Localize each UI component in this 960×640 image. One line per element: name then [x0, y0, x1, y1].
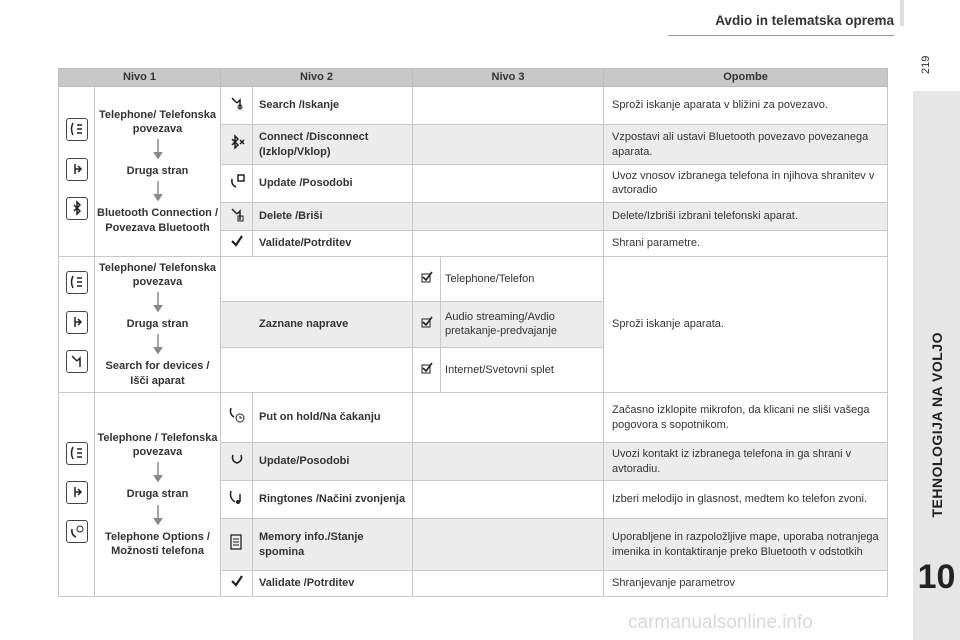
nivo3-empty-cell	[413, 481, 604, 519]
nivo3-empty-cell	[413, 393, 604, 443]
chapter-title: TEHNOLOGIJA NA VOLJO	[928, 332, 945, 518]
note-cell: Shranjevanje parametrov	[604, 571, 888, 597]
arrow-down-icon	[153, 139, 163, 161]
table-row	[59, 393, 888, 443]
checkbox-checked-icon	[421, 362, 433, 374]
nivo3-empty-cell	[413, 87, 604, 125]
header-nivo3: Nivo 3	[413, 69, 604, 87]
nivo2-label: Memory info./Stanje spomina	[253, 519, 413, 571]
header-accent-bar	[900, 0, 904, 26]
note-cell: Uvozi kontakt iz izbranega telefona in ga shrani v avtoradiu.	[604, 443, 888, 481]
phone-update-icon	[229, 173, 245, 189]
nivo1-path-cell	[95, 256, 221, 392]
nivo1-bottom-label: Search for devices / Išči aparat	[105, 360, 210, 387]
phone-menu-icon	[66, 442, 88, 465]
nivo3-empty-cell	[413, 571, 604, 597]
nivo1-icons-cell	[59, 87, 95, 257]
nivo2-empty-cell	[221, 347, 413, 393]
nivo1-mid-label: Druga stran	[126, 165, 189, 178]
nivo2-label: Ringtones /Načini zvonjenja	[253, 481, 413, 519]
nivo2-icon-cell	[221, 125, 253, 165]
other-side-icon	[66, 311, 88, 334]
settings-table	[58, 68, 888, 597]
nivo1-icons-cell	[59, 256, 95, 392]
note-cell: Začasno izklopite mikrofon, da klicani ne sliši vašega pogovora s sopotnikom.	[604, 393, 888, 443]
memory-info-icon	[228, 533, 246, 551]
table-row	[59, 256, 888, 301]
nivo2-label: Validate/Potrditev	[253, 230, 413, 256]
chapter-number: 10	[917, 558, 956, 596]
phone-options-icon	[66, 520, 88, 543]
nivo3-empty-cell	[413, 202, 604, 230]
checkbox-checked-icon	[421, 316, 433, 328]
nivo1-mid-label: Druga stran	[126, 488, 189, 501]
checkmark-icon	[230, 574, 244, 588]
note-cell: Sproži iskanje aparata.	[604, 256, 888, 392]
arrow-down-icon	[153, 292, 163, 314]
header-divider	[668, 35, 894, 36]
nivo2-label: Connect /Disconnect (Izklop/Vklop)	[253, 125, 413, 165]
page-header-title: Avdio in telematska oprema	[715, 13, 894, 28]
phone-hold-icon	[228, 406, 246, 424]
bluetooth-icon	[66, 197, 88, 220]
nivo2-icon-cell	[221, 443, 253, 481]
note-cell: Vzpostavi ali ustavi Bluetooth povezavo povezanega aparata.	[604, 125, 888, 165]
nivo2-icon-cell	[221, 571, 253, 597]
bluetooth-disconnect-icon	[229, 134, 245, 150]
table-row	[59, 87, 888, 125]
nivo2-icon-cell	[221, 393, 253, 443]
checkbox-checked-icon	[421, 271, 433, 283]
checkmark-icon	[230, 234, 244, 248]
search-device-icon	[229, 95, 245, 111]
nivo2-icon-cell	[221, 230, 253, 256]
phone-menu-icon	[66, 118, 88, 141]
arrow-down-icon	[153, 334, 163, 356]
nivo2-icon-cell	[221, 165, 253, 203]
ringtone-icon	[228, 488, 246, 506]
nivo2-icon-cell	[221, 481, 253, 519]
nivo1-top-label: Telephone / Telefonska povezava	[97, 431, 218, 459]
page-number: 219	[920, 55, 932, 75]
arrow-down-icon	[153, 505, 163, 527]
nivo3-empty-cell	[413, 443, 604, 481]
table-header-row	[59, 69, 888, 87]
search-devices-icon	[66, 350, 88, 373]
phone-menu-icon	[66, 271, 88, 294]
arrow-down-icon	[153, 462, 163, 484]
nivo3-empty-cell	[413, 125, 604, 165]
nivo1-mid-label: Druga stran	[126, 318, 189, 331]
note-cell: Delete/Izbriši izbrani telefonski aparat.	[604, 202, 888, 230]
nivo2-label: Update /Posodobi	[253, 165, 413, 203]
note-cell: Uvoz vnosov izbranega telefona in njihova shranitev v avtoradio	[604, 165, 888, 203]
header-opombe: Opombe	[604, 69, 888, 87]
nivo3-empty-cell	[413, 165, 604, 203]
other-side-icon	[66, 481, 88, 504]
nivo3-label: Audio streaming/Avdio pretakanje-predvajanje	[441, 302, 604, 347]
other-side-icon	[66, 158, 88, 181]
nivo1-bottom-label: Bluetooth Connection / Povezava Bluetooth	[97, 207, 218, 234]
contact-update-icon	[229, 451, 245, 467]
nivo2-label: Put on hold/Na čakanju	[253, 393, 413, 443]
nivo1-icons-cell	[59, 393, 95, 597]
nivo1-path-cell	[95, 87, 221, 257]
nivo2-icon-cell	[221, 202, 253, 230]
nivo1-bottom-label: Telephone Options / Možnosti telefona	[105, 530, 210, 558]
nivo3-label: Internet/Svetovni splet	[441, 347, 604, 393]
note-cell: Shrani parametre.	[604, 230, 888, 256]
note-cell: Sproži iskanje aparata v bližini za povezavo.	[604, 87, 888, 125]
header-nivo2: Nivo 2	[221, 69, 413, 87]
nivo1-top-label: Telephone/ Telefonska povezava	[99, 108, 216, 135]
nivo2-empty-cell	[221, 256, 413, 301]
nivo2-label: Update/Posodobi	[253, 443, 413, 481]
delete-device-icon	[229, 206, 245, 222]
chapter-side-label	[913, 300, 960, 550]
nivo3-label: Telephone/Telefon	[441, 256, 604, 301]
nivo1-path-cell	[95, 393, 221, 597]
checkbox-cell	[413, 256, 441, 301]
checkbox-cell	[413, 302, 441, 347]
nivo2-label: Validate /Potrditev	[253, 571, 413, 597]
nivo1-top-label: Telephone/ Telefonska povezava	[99, 261, 216, 288]
nivo2-label: Zaznane naprave	[221, 302, 413, 347]
checkbox-cell	[413, 347, 441, 393]
nivo3-empty-cell	[413, 519, 604, 571]
arrow-down-icon	[153, 181, 163, 203]
header-nivo1: Nivo 1	[59, 69, 221, 87]
nivo2-icon-cell	[221, 87, 253, 125]
note-cell: Izberi melodijo in glasnost, medtem ko telefon zvoni.	[604, 481, 888, 519]
nivo2-label: Delete /Briši	[253, 202, 413, 230]
note-cell: Uporabljene in razpoložljive mape, uporaba notranjega imenika in kontaktiranje preko Bluetooth v odstotkih	[604, 519, 888, 571]
nivo2-label: Search /Iskanje	[253, 87, 413, 125]
nivo3-empty-cell	[413, 230, 604, 256]
watermark-text: carmanualsonline.info	[628, 612, 813, 633]
nivo2-icon-cell	[221, 519, 253, 571]
